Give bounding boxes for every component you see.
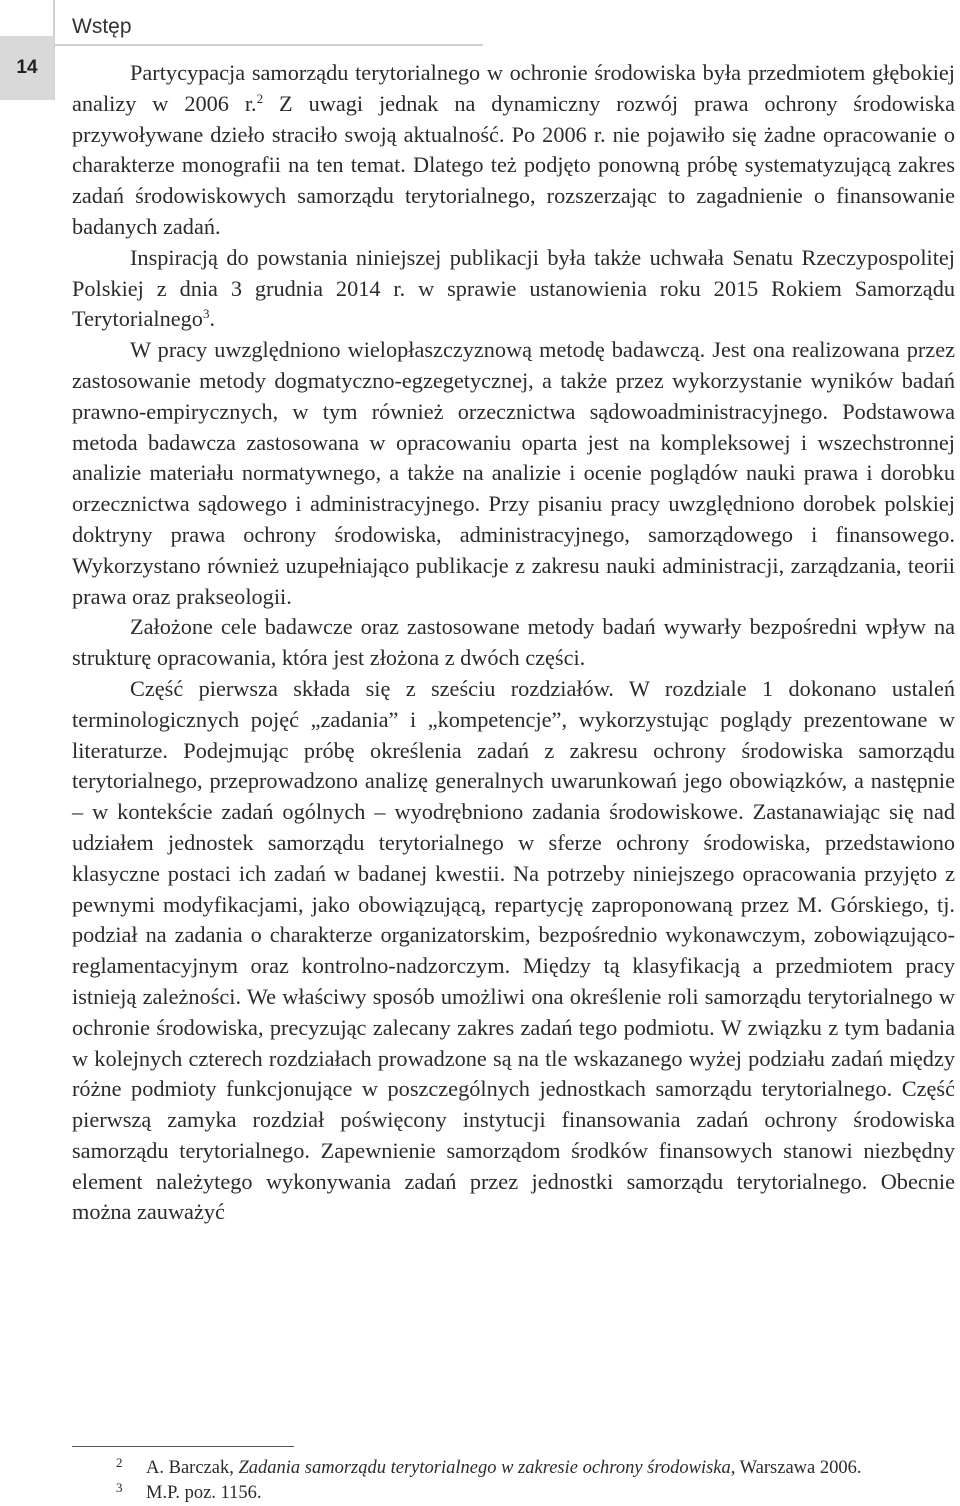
- paragraph-5: Część pierwsza składa się z sześciu rozdziałów. W rozdziale 1 dokonano ustaleń terminologicznych pojęć „zadania” i „kompetencje”, wykorzystując poglądy prezentowane w literaturze. Podejmując próbę określenia zadań z zakresu ochrony środowiska samorządu terytorialnego, przeprowadzono analizę generalnych uwarunkowań jego obowiązków, a następnie – w kontekście zadań ogólnych – wyodrębniono zadania środowiskowe. Zastanawiając się nad udziałem jednostek samorządu terytorialnego w sferze ochrony środowiska, przedstawiono klasyczne postaci ich zadań w badanej kwestii. Na potrzeby niniejszego opracowania przyjęto z pewnymi modyfikacjami, jako obowiązującą, repartycję zaproponowaną przez M. Górskiego, tj. podział na zadania o charakterze organizatorskim, bezpośrednio wykonawczym, zobowiązująco-reglamentacyjnym oraz kontrolno-nadzorczym. Między tą klasyfikacją a przedmiotem pracy istnieją zależności. We właściwy sposób umożliwi ona określenie roli samorządu terytorialnego w ochronie środowiska, precyzując zalecany zakres zadań tego podmiotu. W związku z tym badania w kolejnych czterech rozdziałach prowadzone są na tle wskazanego wyżej podziału zadań między różne podmioty funkcjonujące w poszczególnych jednostkach samorządu terytorialnego. Część pierwszą zamyka rozdział poświęcony instytucji finansowania zadań ochrony środowiska samorządu terytorialnego. Zapewnienie samorządom środków finansowych stanowi niezbędny element należytego wykonywania zadań przez jednostki samorządu terytorialnego. Obecnie można zauważyć: [72, 675, 955, 1225]
- paragraph-3: W pracy uwzględniono wielopłaszczyznową metodę badawczą. Jest ona realizowana przez zastosowanie metody dogmatyczno-egzegetycznej, a także przez wykorzystanie wyników badań prawno-empirycznych, w tym również orzecznictwa sądowoadministracyjnego. Podstawowa metoda badawcza zastosowana w opracowaniu oparta jest na kompleksowej i wszechstronnej analizie materiału normatywnego, a także na analizie i ocenie poglądów nauki prawa i dorobku orzecznictwa sądowego i administracyjnego. Przy pisaniu pracy uwzględniono dorobek polskiej doktryny prawa ochrony środowiska, administracyjnego, samorządowego i finansowego. Wykorzystano również uzupełniająco publikacje z zakresu nauki administracji, zarządzania, teorii prawa oraz prakseologii.: [72, 337, 955, 609]
- footnotes: [116, 1456, 956, 1506]
- paragraph-1-text-a: Partycypacja samorządu terytorialnego w ochronie środowiska była przedmiotem głębokiej analizy w 2006 r.: [72, 60, 955, 116]
- paragraph-2: [72, 243, 955, 335]
- paragraph-4: Założone cele badawcze oraz zastosowane metody badań wywarły bezpośredni wpływ na strukturę opracowania, która jest złożona z dwóch części.: [72, 614, 955, 671]
- footnote-3: [116, 1481, 956, 1506]
- paragraph-2-text-a: Inspiracją do powstania niniejszej publikacji była także uchwała Senatu Rzeczypospolitej Polskiej z dnia 3 grudnia 2014 r. w sprawie ustanowienia roku 2015 Rokiem Samorządu Terytorialnego: [72, 244, 955, 332]
- footnote-title: Zadania samorządu terytorialnego w zakresie ochrony środowiska: [238, 1458, 731, 1478]
- running-header-title: Wstęp: [72, 15, 132, 38]
- footnote-number: 3: [116, 1480, 123, 1495]
- footnote-separator: [72, 1446, 294, 1447]
- paragraph-2-text-b: .: [209, 306, 216, 332]
- page-number: 14: [0, 36, 54, 100]
- paragraph-1-text-b: Z uwagi jednak na dynamiczny rozwój prawa ochrony środowiska przywoływane dzieło straciło swoją aktualność. Po 2006 r. nie pojawiło się żadne opracowanie o charakterze monografii na ten temat. Dlatego też podjęto ponowną próbę systematyzującą zakres zadań środowiskowych samorządu terytorialnego, rozszerzając to zagadnienie o finansowanie badanych zadań.: [72, 90, 955, 239]
- footnote-ref-3: 3: [202, 306, 210, 322]
- footnote-rest: , Warszawa 2006.: [730, 1458, 862, 1478]
- footnote-author: A. Barczak,: [146, 1458, 239, 1478]
- footnote-text: M.P. poz. 1156.: [146, 1483, 262, 1503]
- header-horizontal-rule: [55, 44, 483, 46]
- footnote-number: 2: [116, 1455, 123, 1470]
- footnote-ref-2: 2: [256, 90, 264, 106]
- main-body-text: [72, 58, 955, 1228]
- paragraph-1: [72, 58, 955, 243]
- footnote-2: [116, 1456, 956, 1481]
